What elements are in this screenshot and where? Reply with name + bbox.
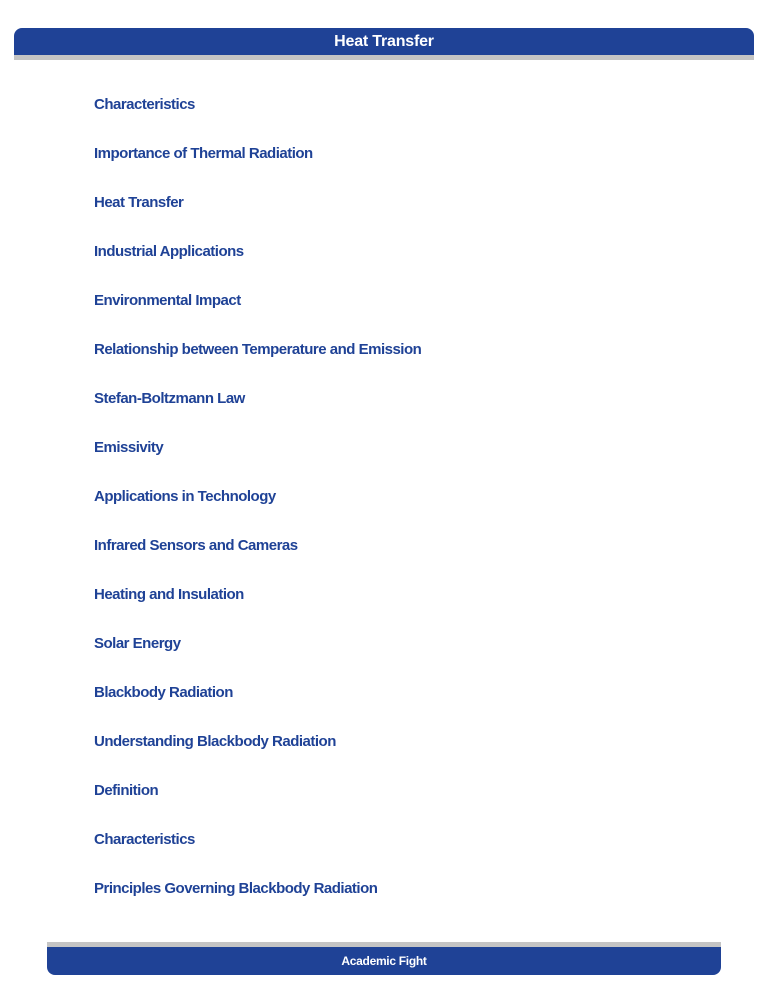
toc-item[interactable]: Principles Governing Blackbody Radiation [94, 880, 378, 897]
toc-item[interactable]: Stefan-Boltzmann Law [94, 390, 245, 407]
table-of-contents [94, 93, 421, 926]
toc-item[interactable]: Characteristics [94, 831, 195, 848]
page-title: Heat Transfer [334, 33, 434, 50]
page-footer-bar [47, 947, 721, 975]
toc-item[interactable]: Heat Transfer [94, 194, 184, 211]
toc-item[interactable]: Blackbody Radiation [94, 684, 233, 701]
toc-item[interactable]: Understanding Blackbody Radiation [94, 733, 336, 750]
toc-item[interactable]: Applications in Technology [94, 488, 276, 505]
header-divider [14, 55, 754, 60]
page-header-bar [14, 28, 754, 55]
toc-item[interactable]: Heating and Insulation [94, 586, 244, 603]
toc-item[interactable]: Emissivity [94, 439, 164, 456]
toc-item[interactable]: Infrared Sensors and Cameras [94, 537, 298, 554]
toc-item[interactable]: Relationship between Temperature and Emission [94, 341, 422, 358]
toc-item[interactable]: Environmental Impact [94, 292, 241, 309]
toc-item[interactable]: Solar Energy [94, 635, 181, 652]
toc-item[interactable]: Importance of Thermal Radiation [94, 145, 313, 162]
footer-text: Academic Fight [341, 954, 427, 968]
toc-item[interactable]: Industrial Applications [94, 243, 244, 260]
toc-item[interactable]: Characteristics [94, 96, 195, 113]
toc-item[interactable]: Definition [94, 782, 159, 799]
